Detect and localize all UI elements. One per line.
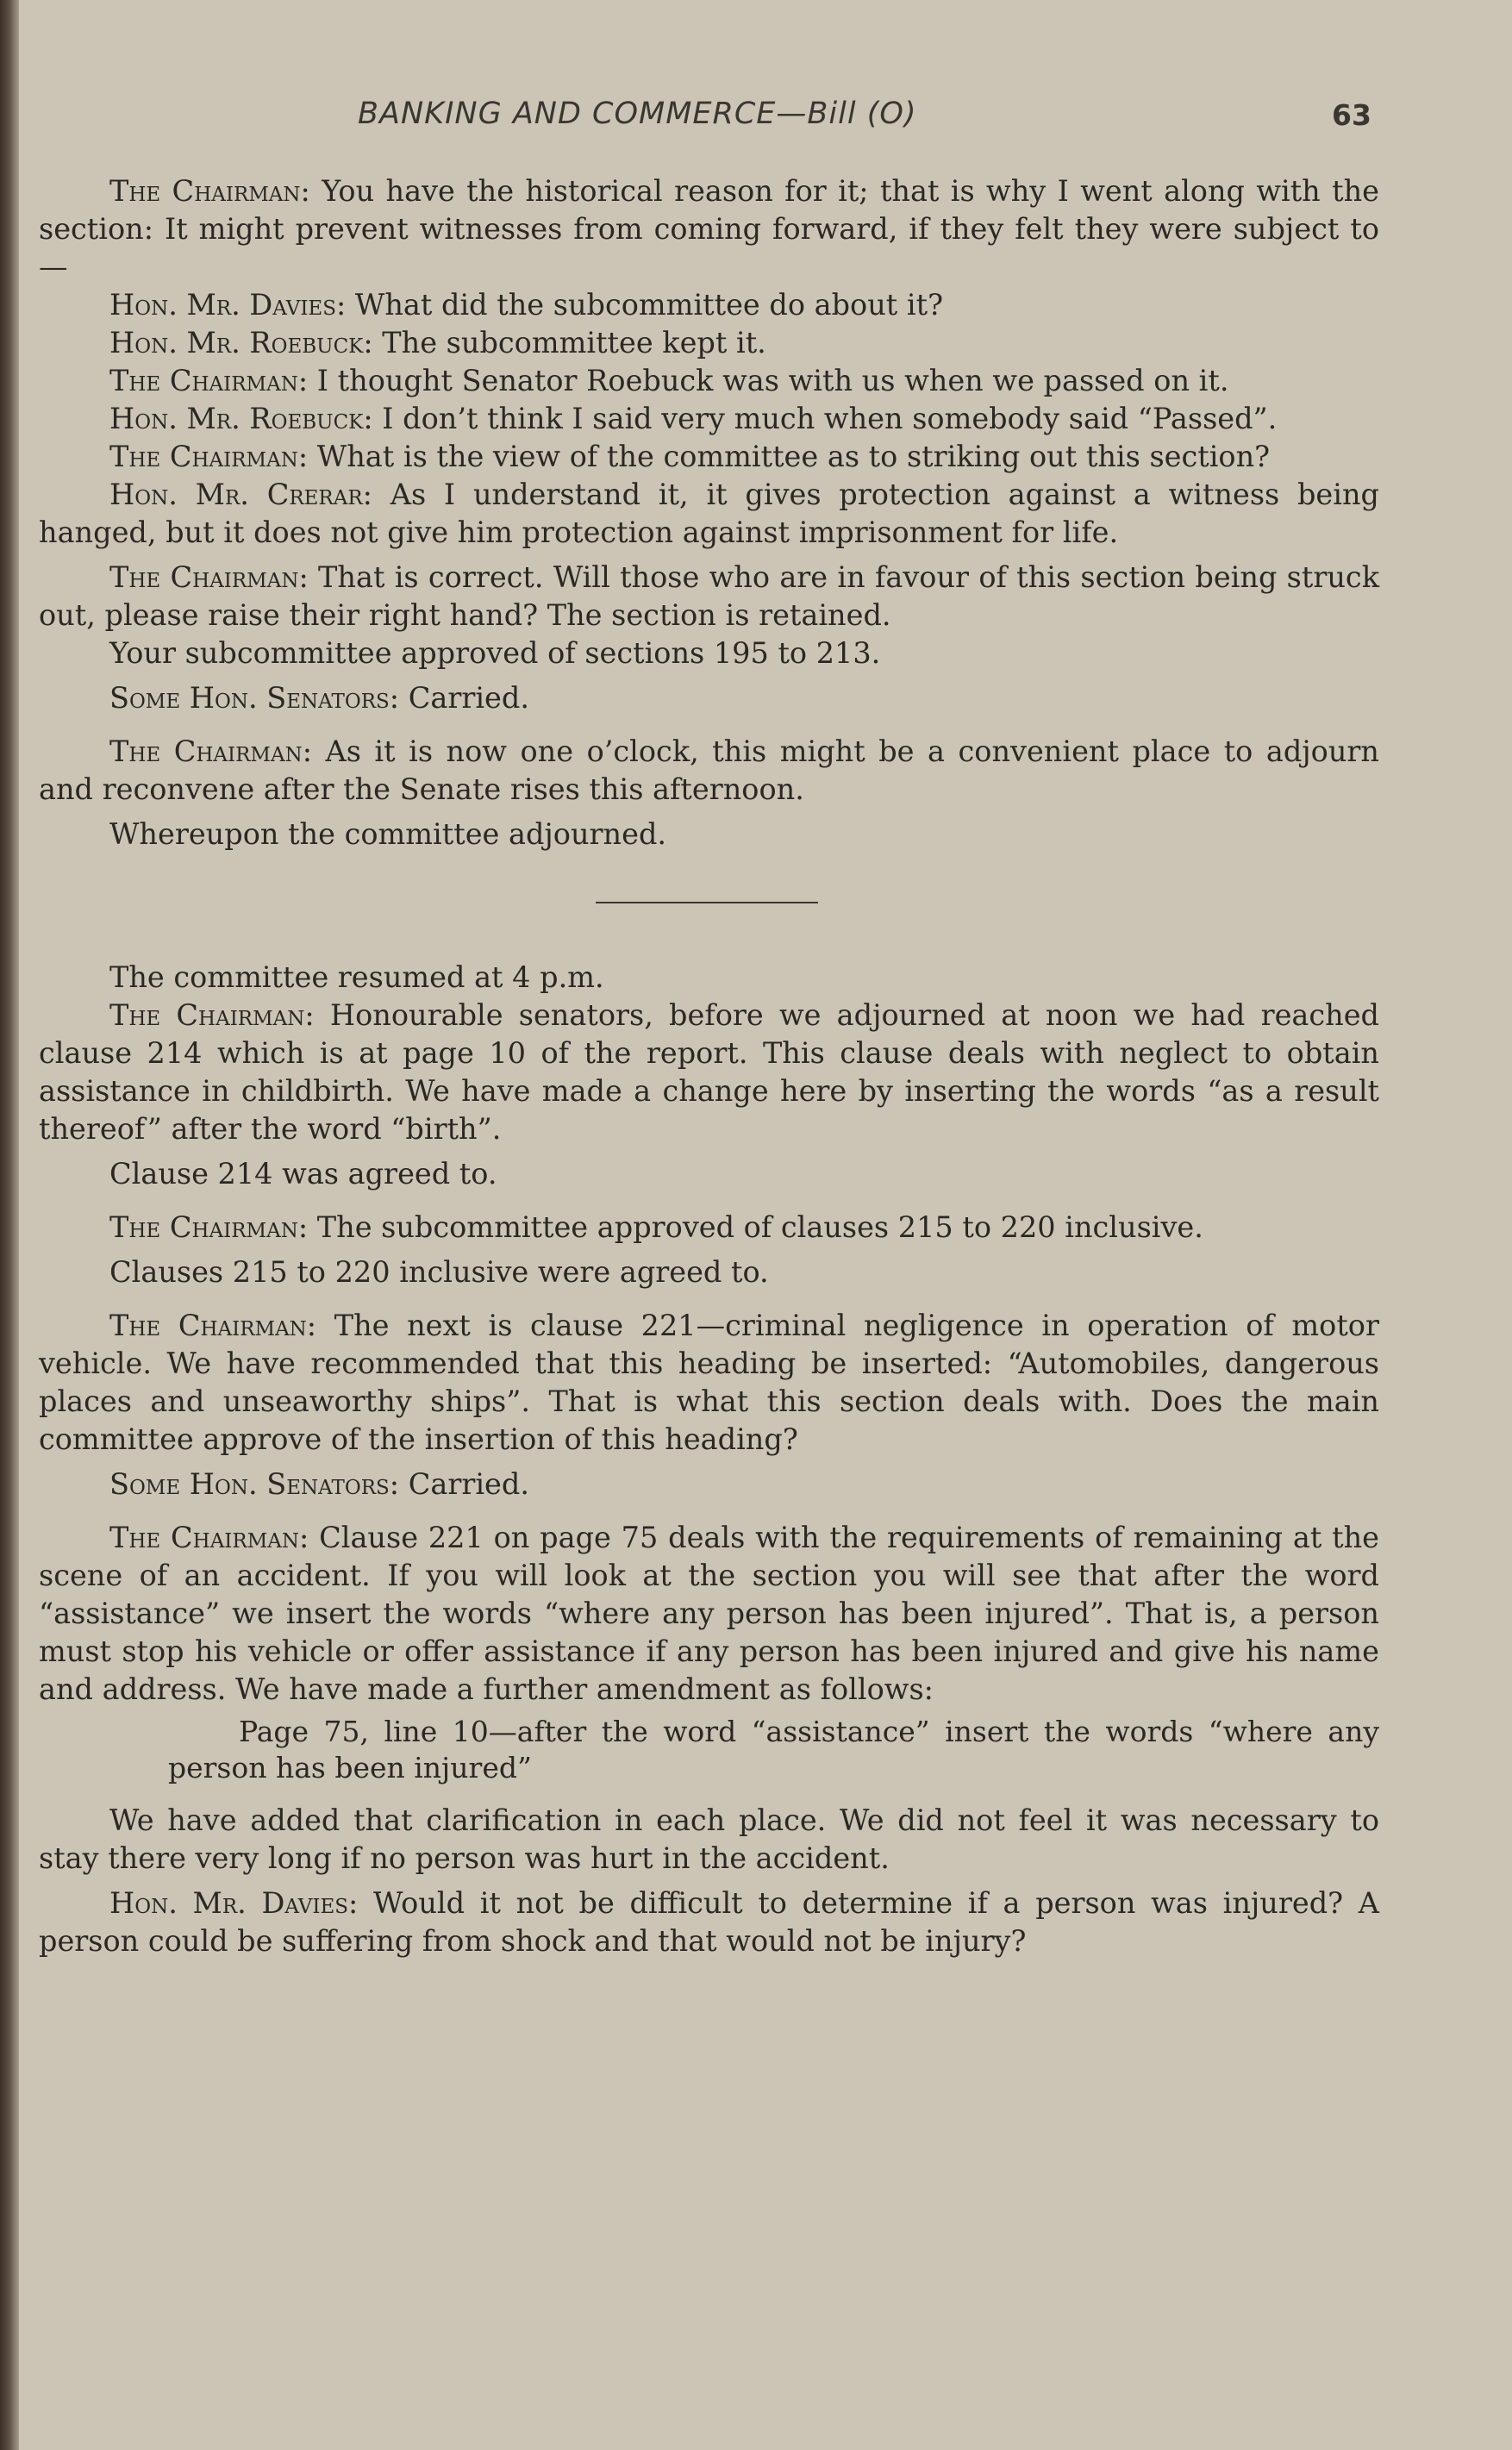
speaker: Hon. Mr. Davies: — [109, 288, 347, 322]
paragraph — [39, 679, 1379, 717]
paragraph — [39, 997, 1379, 1148]
speaker: Hon. Mr. Crerar: — [109, 478, 372, 511]
speech: Honourable senators, before we adjourned at noon we had reached clause 214 which is at page 10 of the report. This clause deals with neglect to obtain assistance in childbirth. We have made a change here by inserting the words “as a result thereof” after the word “birth”. — [39, 998, 1379, 1146]
speech: The subcommittee approved of clauses 215 to 220 inclusive. — [308, 1210, 1203, 1244]
paragraph — [39, 1466, 1379, 1503]
page-number: 63 — [1332, 98, 1371, 132]
speech: Page 75, line 10—after the word “assistance” insert the words “where any person has been injured” — [168, 1715, 1379, 1784]
speaker: The Chairman: — [109, 998, 315, 1032]
speaker: The Chairman: — [109, 364, 309, 397]
speech: Clause 214 was agreed to. — [109, 1157, 497, 1191]
paragraph — [39, 559, 1379, 634]
speaker: The Chairman: — [109, 1521, 309, 1554]
speech: You have the historical reason for it; that is why I went along with the section: It might prevent witnesses from coming forward, if they felt they were subject to— — [39, 174, 1379, 284]
page-body — [39, 172, 1379, 1960]
speech: What is the view of the committee as to striking out this section? — [308, 440, 1271, 473]
speech: As it is now one o’clock, this might be a convenient place to adjourn and reconvene after the Senate rises this afternoon. — [39, 734, 1379, 806]
paragraph — [39, 1802, 1379, 1878]
speech: I thought Senator Roebuck was with us when we passed on it. — [308, 364, 1229, 397]
speech: As I understand it, it gives protection against a witness being hanged, but it does not give him protection against imprisonment for life. — [39, 478, 1379, 549]
speaker: Some Hon. Senators: — [109, 681, 400, 715]
speaker: The Chairman: — [109, 560, 309, 594]
amendment-quote — [168, 1714, 1379, 1786]
speaker: The Chairman: — [109, 1210, 309, 1244]
speech: The subcommittee kept it. — [372, 326, 766, 359]
paragraph — [39, 816, 1379, 853]
speaker: Hon. Mr. Davies: — [109, 1886, 359, 1920]
paragraph — [39, 438, 1379, 476]
paragraph — [39, 1519, 1379, 1709]
speech: Clauses 215 to 220 inclusive were agreed to. — [109, 1255, 769, 1289]
speech: That is correct. Will those who are in favour of this section being struck out, please raise their right hand? The section is retained. — [39, 560, 1379, 632]
speaker: Hon. Mr. Roebuck: — [109, 326, 373, 359]
speech: We have added that clarification in each place. We did not feel it was necessary to stay there very long if no person was hurt in the accident. — [39, 1803, 1379, 1875]
speech: Carried. — [399, 681, 529, 715]
speaker: The Chairman: — [109, 734, 312, 768]
paragraph — [39, 172, 1379, 286]
speaker: The Chairman: — [109, 1309, 317, 1342]
speaker: The Chairman: — [109, 174, 310, 208]
speech: Carried. — [399, 1467, 529, 1501]
paragraph — [39, 400, 1379, 438]
paragraph — [39, 1155, 1379, 1193]
running-head: BANKING AND COMMERCE—Bill (O) — [358, 97, 917, 131]
speech: What did the subcommittee do about it? — [346, 288, 944, 322]
paragraph — [39, 959, 1379, 997]
paragraph — [39, 1884, 1379, 1960]
paragraph — [39, 324, 1379, 362]
speech: The next is clause 221—criminal negligence in operation of motor vehicle. We have recommended that this heading be inserted: “Automobiles, dangerous places and unseaworthy ships”. That is what this section deals with. Does the main committee approve of the insertion of this heading? — [39, 1309, 1379, 1456]
paragraph — [39, 1209, 1379, 1247]
speech: Clause 221 on page 75 deals with the requirements of remaining at the scene of an accident. If you will look at the section you will see that after the word “assistance” we insert the words “where any person has been injured”. That is, a person must stop his vehicle or offer assistance if any person has been injured and give his name and address. We have made a further amendment as follows: — [39, 1521, 1379, 1706]
speaker: The Chairman: — [109, 440, 309, 473]
section-divider — [596, 902, 818, 903]
paragraph — [39, 286, 1379, 324]
paragraph — [39, 634, 1379, 672]
speaker: Some Hon. Senators: — [109, 1467, 400, 1501]
book-spine-shadow — [0, 0, 19, 2450]
paragraph — [39, 1253, 1379, 1291]
speech: I don’t think I said very much when somebody said “Passed”. — [372, 402, 1278, 435]
speech: Whereupon the committee adjourned. — [109, 817, 667, 851]
paragraph — [39, 1307, 1379, 1459]
paragraph — [39, 362, 1379, 400]
paragraph — [39, 476, 1379, 552]
paragraph — [39, 733, 1379, 809]
page-header — [0, 97, 1512, 140]
speech: Would it not be difficult to determine if a person was injured? A person could be suffering from shock and that would not be injury? — [39, 1886, 1379, 1958]
speech: The committee resumed at 4 p.m. — [109, 960, 604, 994]
speaker: Hon. Mr. Roebuck: — [109, 402, 373, 435]
speech: Your subcommittee approved of sections 195 to 213. — [109, 636, 881, 670]
